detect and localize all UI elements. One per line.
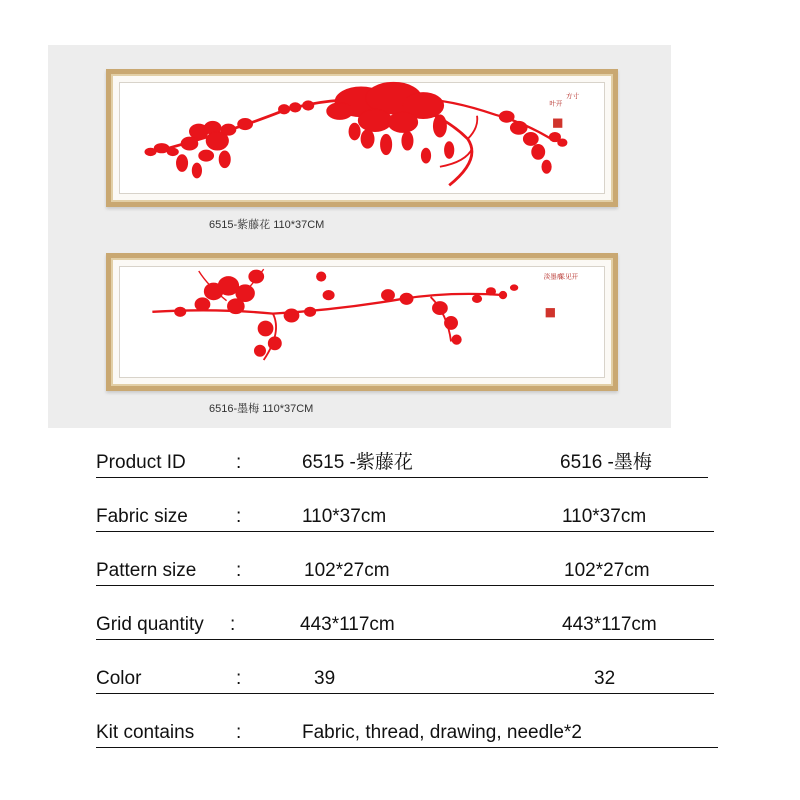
spec-colon: :	[236, 722, 242, 743]
product-caption-6515: 6515-紫藤花 110*37CM	[209, 219, 325, 231]
spec-colon: :	[236, 506, 242, 527]
spec-colon: :	[236, 452, 242, 473]
spec-value-6515: 39	[314, 668, 336, 689]
svg-text:采见开: 采见开	[558, 272, 579, 281]
spec-label: Color	[96, 668, 142, 689]
row-underline	[96, 747, 718, 748]
spec-label: Kit contains	[96, 722, 195, 743]
row-underline	[96, 477, 708, 478]
spec-label: Grid quantity	[96, 614, 204, 635]
spec-value-6515: 102*27cm	[304, 560, 390, 581]
calligraphy-text: 淡墨痕	[543, 272, 564, 281]
row-underline	[96, 531, 714, 532]
spec-label: Pattern size	[96, 560, 197, 581]
spec-label: Fabric size	[96, 506, 188, 527]
spec-colon: :	[236, 560, 242, 581]
spec-value-kit: Fabric, thread, drawing, needle*2	[302, 722, 582, 743]
product-image-panel	[48, 45, 671, 428]
svg-text:叶开: 叶开	[549, 99, 563, 108]
row-underline	[96, 639, 714, 640]
spec-value-6516: 32	[594, 668, 616, 689]
row-underline	[96, 585, 714, 586]
plum-illustration	[111, 258, 613, 386]
seal-stamp	[553, 119, 562, 128]
spec-value-6515: 110*37cm	[302, 506, 387, 527]
product-caption-6516: 6516-墨梅 110*37CM	[209, 403, 314, 415]
spec-value-6516: 110*37cm	[562, 506, 647, 527]
spec-value-6515: 6515 -紫藤花	[302, 452, 413, 473]
framed-artwork-plum[interactable]	[106, 253, 618, 391]
spec-value-6516: 6516 -墨梅	[560, 452, 652, 473]
calligraphy-text: 方寸	[566, 92, 580, 101]
spec-colon: :	[236, 668, 242, 689]
row-underline	[96, 693, 714, 694]
wisteria-illustration	[111, 74, 613, 202]
seal-stamp	[546, 308, 555, 317]
framed-artwork-wisteria[interactable]	[106, 69, 618, 207]
spec-value-6515: 443*117cm	[300, 614, 395, 635]
spec-value-6516: 102*27cm	[564, 560, 650, 581]
spec-colon: :	[230, 614, 236, 635]
spec-value-6516: 443*117cm	[562, 614, 657, 635]
spec-label: Product ID	[96, 452, 186, 473]
